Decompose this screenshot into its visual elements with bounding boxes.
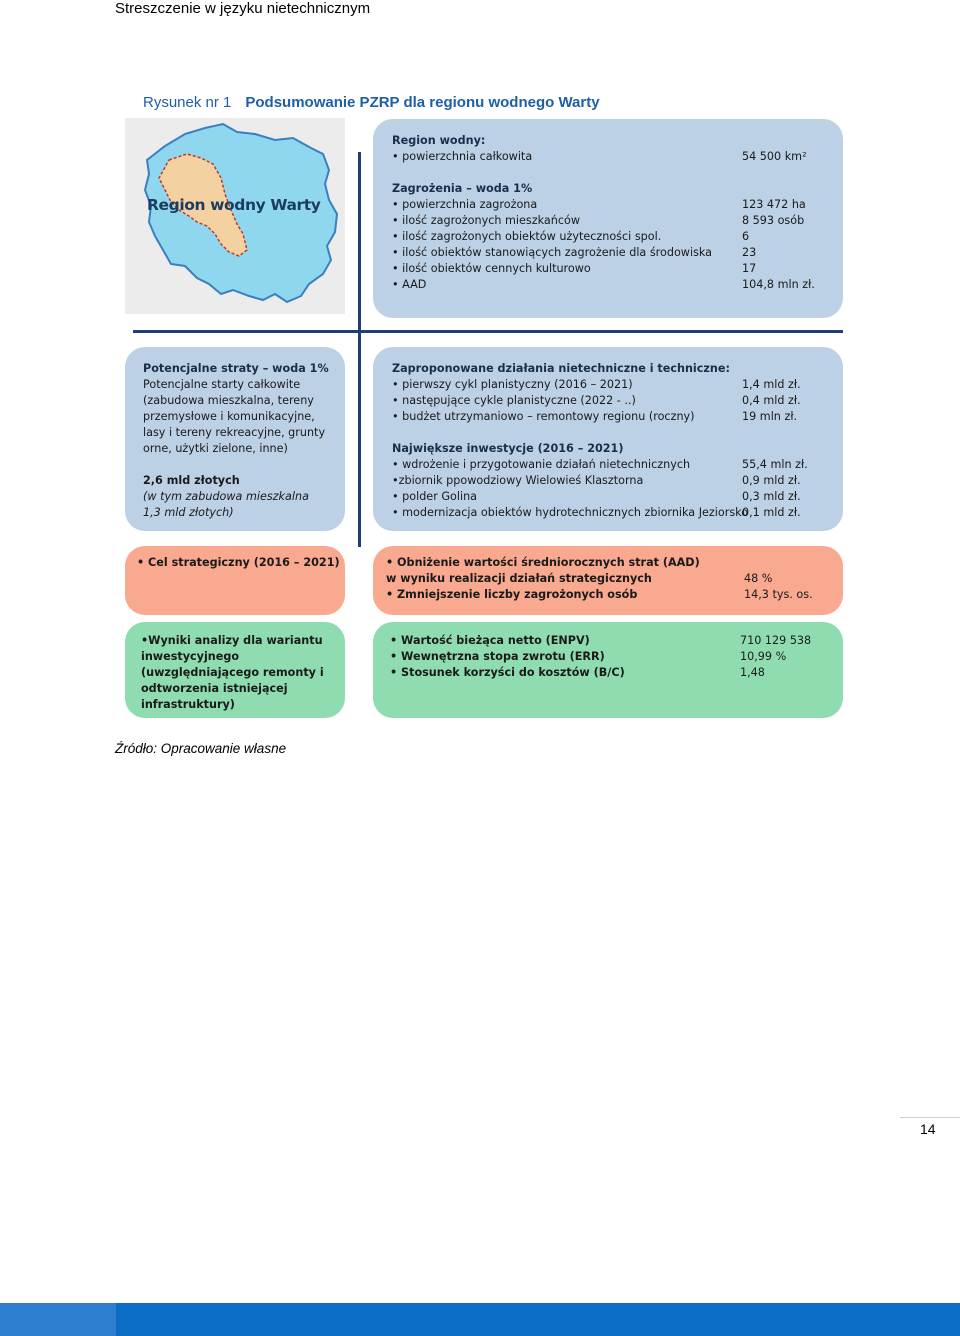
- vertical-divider: [358, 152, 361, 547]
- action-label: • budżet utrzymaniowo – remontowy regionu (roczny): [392, 410, 695, 423]
- goal-row: [386, 571, 843, 587]
- investment-label: • polder Golina: [392, 490, 478, 503]
- threat-label: • powierzchnia zagrożona: [392, 198, 538, 211]
- goal-row: [386, 587, 843, 603]
- investment-label: •zbiornik ppowodziowy Wielowieś Klasztorna: [392, 474, 644, 487]
- losses-note: 1,3 mld złotych): [143, 506, 234, 519]
- action-row: [392, 409, 843, 425]
- actions-heading: Zaproponowane działania nietechniczne i techniczne:: [392, 362, 730, 375]
- losses-heading: Potencjalne straty – woda 1%: [143, 362, 329, 375]
- figure-source: Źródło: Opracowanie własne: [115, 741, 287, 756]
- running-header: Streszczenie w języku nietechnicznym: [115, 0, 371, 17]
- threats-heading: Zagrożenia – woda 1%: [392, 182, 533, 195]
- investments-heading: Największe inwestycje (2016 – 2021): [392, 442, 624, 455]
- map-region-label: Region wodny Warty: [147, 196, 321, 214]
- threat-value: 6: [742, 230, 750, 243]
- losses-line: (zabudowa mieszkalna, tereny: [143, 394, 314, 407]
- region-map: [125, 118, 345, 314]
- analysis-line: (uwzględniającego remonty i: [141, 666, 324, 679]
- investment-label: • wdrożenie i przygotowanie działań nietechnicznych: [392, 458, 691, 471]
- threat-row: [392, 261, 843, 277]
- investment-row: [392, 457, 843, 473]
- threat-label: • ilość zagrożonych mieszkańców: [392, 214, 580, 227]
- threat-label: • ilość zagrożonych obiektów użyteczności spol.: [392, 230, 662, 243]
- goal-value: 48 %: [744, 572, 773, 585]
- potential-losses-panel: [125, 347, 345, 531]
- action-row: [392, 377, 843, 393]
- analysis-line: odtworzenia istniejącej: [141, 682, 288, 695]
- action-value: 0,4 mld zł.: [742, 394, 801, 407]
- threat-value: 8 593 osób: [742, 214, 805, 227]
- strategic-goal-text: • Cel strategiczny (2016 – 2021): [137, 556, 340, 569]
- threat-label: • ilość obiektów stanowiących zagrożenie dla środowiska: [392, 246, 713, 259]
- figure-title: Podsumowanie PZRP dla regionu wodnego Warty: [245, 94, 600, 111]
- threat-row: [392, 245, 843, 261]
- threat-label: • AAD: [392, 278, 427, 291]
- losses-line: przemysłowe i komunikacyjne,: [143, 410, 315, 423]
- action-value: 19 mln zł.: [742, 410, 798, 423]
- investment-row: [392, 505, 843, 521]
- metric-value: 10,99 %: [740, 650, 787, 663]
- investment-value: 0,1 mld zł.: [742, 506, 801, 519]
- goal-value: 14,3 tys. os.: [744, 588, 813, 601]
- poland-map-graphic: [125, 118, 345, 314]
- region-area-label: • powierzchnia całkowita: [392, 150, 533, 163]
- metric-row: [390, 665, 843, 681]
- action-row: [392, 393, 843, 409]
- analysis-line: inwestycyjnego: [141, 650, 240, 663]
- metric-label: • Wewnętrzna stopa zwrotu (ERR): [390, 650, 605, 663]
- losses-line: orne, użytki zielone, inne): [143, 442, 288, 455]
- threat-value: 104,8 mln zł.: [742, 278, 815, 291]
- page-number-rule: [900, 1117, 960, 1118]
- threat-value: 17: [742, 262, 757, 275]
- investment-value: 55,4 mln zł.: [742, 458, 808, 471]
- analysis-line: infrastruktury): [141, 698, 235, 711]
- losses-line: lasy i tereny rekreacyjne, grunty: [143, 426, 326, 439]
- threat-row: [392, 213, 843, 229]
- metric-row: [390, 649, 843, 665]
- metric-value: 710 129 538: [740, 634, 812, 647]
- losses-note: (w tym zabudowa mieszkalna: [143, 490, 309, 503]
- region-area-row: [392, 149, 843, 165]
- threat-row: [392, 197, 843, 213]
- footer-bar: [0, 1303, 960, 1336]
- economic-metrics-panel: [373, 622, 843, 718]
- metric-value: 1,48: [740, 666, 765, 679]
- investment-value: 0,3 mld zł.: [742, 490, 801, 503]
- goal-line: • Obniżenie wartości średniorocznych strat (AAD): [386, 556, 700, 569]
- investment-row: [392, 489, 843, 505]
- losses-total: 2,6 mld złotych: [143, 474, 240, 487]
- figure-number: Rysunek nr 1: [143, 94, 232, 111]
- metric-row: [390, 633, 843, 649]
- action-label: • pierwszy cykl planistyczny (2016 – 2021): [392, 378, 633, 391]
- proposed-actions-panel: [373, 347, 843, 531]
- metric-label: • Wartość bieżąca netto (ENPV): [390, 634, 590, 647]
- region-summary-panel: [373, 119, 843, 318]
- goal-details-panel: [373, 546, 843, 615]
- threat-value: 23: [742, 246, 757, 259]
- goal-line: w wyniku realizacji działań strategicznych: [386, 572, 652, 585]
- investment-row: [392, 473, 843, 489]
- investment-value: 0,9 mld zł.: [742, 474, 801, 487]
- analysis-line: •Wyniki analizy dla wariantu: [141, 634, 323, 647]
- threat-row: [392, 277, 843, 293]
- threat-row: [392, 229, 843, 245]
- analysis-panel: [125, 622, 345, 718]
- horizontal-divider: [133, 330, 843, 333]
- metric-label: • Stosunek korzyści do kosztów (B/C): [390, 666, 625, 679]
- losses-line: Potencjalne starty całkowite: [143, 378, 301, 391]
- region-heading: Region wodny:: [392, 134, 486, 147]
- investment-label: • modernizacja obiektów hydrotechnicznych zbiornika Jeziorsko: [392, 506, 749, 519]
- figure-caption: [143, 94, 600, 111]
- action-label: • następujące cykle planistyczne (2022 - ..): [392, 394, 636, 407]
- threat-label: • ilość obiektów cennych kulturowo: [392, 262, 591, 275]
- action-value: 1,4 mld zł.: [742, 378, 801, 391]
- page-number: 14: [920, 1121, 936, 1137]
- goal-line: • Zmniejszenie liczby zagrożonych osób: [386, 588, 638, 601]
- threat-value: 123 472 ha: [742, 198, 806, 211]
- region-area-value: 54 500 km²: [742, 150, 807, 163]
- strategic-goal-panel: [125, 546, 345, 615]
